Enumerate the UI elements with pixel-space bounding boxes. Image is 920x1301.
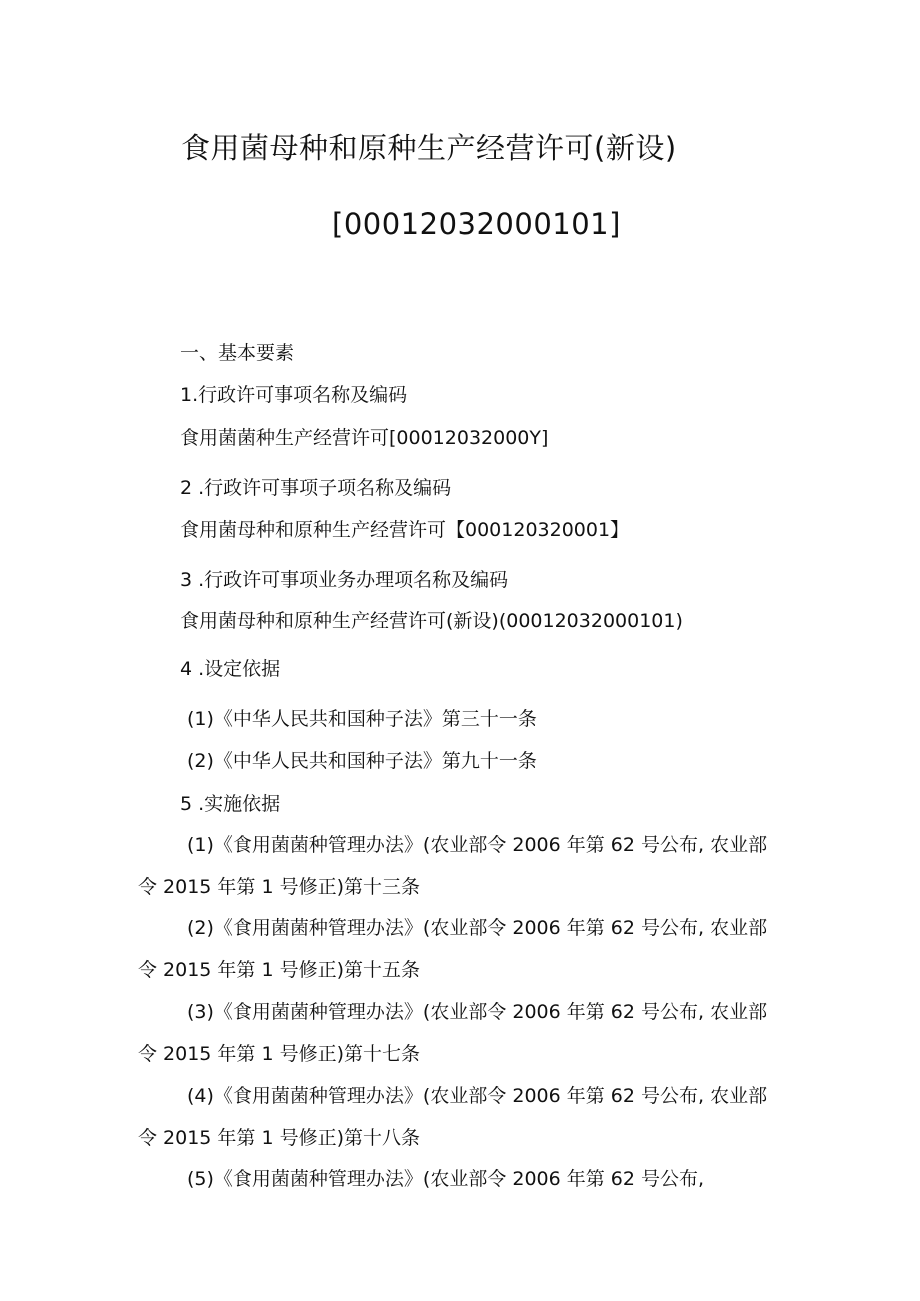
implementation-basis-line: (5)《食用菌菌种管理办法》(农业部令 2006 年第 62 号公布, [187,1168,705,1190]
item3-heading: 3 .行政许可事项业务办理项名称及编码 [180,569,509,591]
item4-heading: 4 .设定依据 [180,658,281,680]
implementation-basis-line: (1)《食用菌菌种管理办法》(农业部令 2006 年第 62 号公布, 农业部 [187,834,768,856]
implementation-basis-line-continued: 令 2015 年第 1 号修正)第十三条 [138,876,421,898]
item2-heading: 2 .行政许可事项子项名称及编码 [180,477,452,499]
legal-basis-line: (2)《中华人民共和国种子法》第九十一条 [187,750,537,772]
implementation-basis-line: (2)《食用菌菌种管理办法》(农业部令 2006 年第 62 号公布, 农业部 [187,917,768,939]
document-title: 食用菌母种和原种生产经营许可(新设) [181,131,677,165]
item3-value: 食用菌母种和原种生产经营许可(新设)(00012032000101) [180,610,683,632]
implementation-basis-line-continued: 令 2015 年第 1 号修正)第十八条 [138,1127,421,1149]
legal-basis-line: (1)《中华人民共和国种子法》第三十一条 [187,708,537,730]
item1-heading: 1.行政许可事项名称及编码 [180,384,408,406]
document-code: [00012032000101] [332,207,621,241]
item2-value: 食用菌母种和原种生产经营许可【000120320001】 [180,519,630,541]
implementation-basis-line-continued: 令 2015 年第 1 号修正)第十五条 [138,959,421,981]
implementation-basis-line-continued: 令 2015 年第 1 号修正)第十七条 [138,1043,421,1065]
section-heading-basic-elements: 一、基本要素 [180,342,295,364]
item1-value: 食用菌菌种生产经营许可[00012032000Y] [180,427,549,449]
item5-heading: 5 .实施依据 [180,793,281,815]
implementation-basis-line: (3)《食用菌菌种管理办法》(农业部令 2006 年第 62 号公布, 农业部 [187,1001,768,1023]
implementation-basis-line: (4)《食用菌菌种管理办法》(农业部令 2006 年第 62 号公布, 农业部 [187,1085,768,1107]
